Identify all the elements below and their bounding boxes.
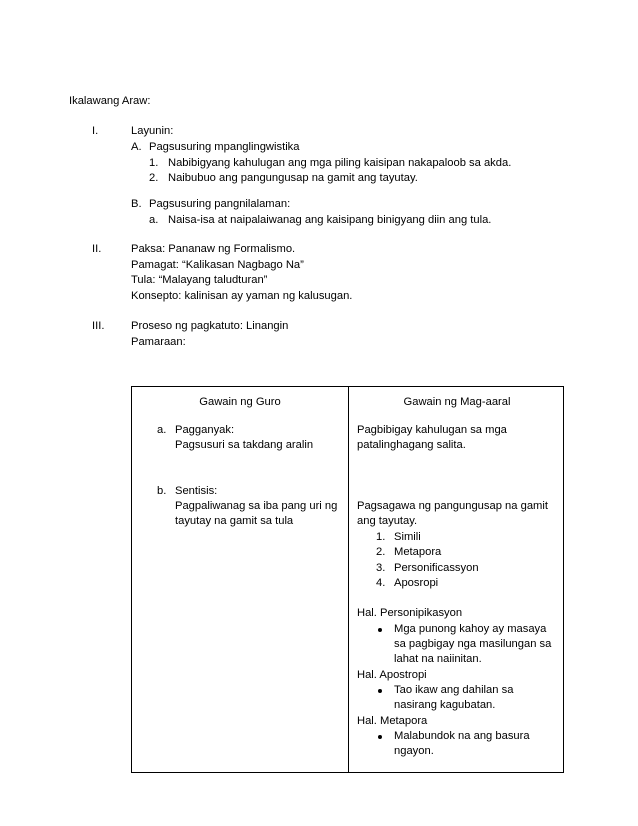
example-metaphor-line-1: Malabundok na ang basura	[394, 730, 530, 742]
teacher-item-b-line-3: tayutay na gamit sa tula	[175, 515, 294, 527]
section-3-numeral: III.	[92, 320, 105, 332]
example-metaphor-label: Hal. Metapora	[357, 715, 428, 727]
teacher-item-a-marker: a.	[157, 424, 167, 436]
student-column	[349, 387, 564, 773]
figure-list-marker-3: 3.	[376, 562, 386, 574]
example-apostrophe-line-2: nasirang kagubatan.	[394, 699, 496, 711]
objective-2-text: Naibubuo ang pangungusap na gamit ang tayutay.	[168, 172, 418, 184]
student-intro-line-1: Pagbibigay kahulugan sa mga	[357, 424, 507, 436]
example-apostrophe-label: Hal. Apostropi	[357, 669, 427, 681]
example-personification-line-3: lahat na naiinitan.	[394, 653, 482, 665]
subsection-a-title: Pagsusuring mpanglingwistika	[149, 141, 300, 153]
student-task-line-1: Pagsagawa ng pangungusap na gamit	[357, 500, 548, 512]
figure-list-marker-1: 1.	[376, 531, 386, 543]
student-column-header: Gawain ng Mag-aaral	[403, 396, 511, 408]
process-line: Proseso ng pagkatuto: Linangin	[131, 320, 289, 332]
figure-list-item-4: Aposropi	[394, 577, 439, 589]
objective-b-marker: a.	[149, 214, 159, 226]
subsection-b-letter: B.	[131, 198, 142, 210]
activity-table	[131, 386, 564, 773]
figure-list-marker-4: 4.	[376, 577, 386, 589]
objective-b-text: Naisa-isa at naipalaiwanag ang kaisipang binigyang diin ang tula.	[168, 214, 492, 226]
figure-list-item-2: Metapora	[394, 546, 442, 558]
section-2-numeral: II.	[92, 243, 102, 255]
section-1-title: Layunin:	[131, 125, 174, 137]
figure-list-item-1: Simili	[394, 531, 421, 543]
teacher-column-header: Gawain ng Guro	[199, 396, 281, 408]
teacher-column	[132, 387, 349, 773]
subsection-b-title: Pagsusuring pangnilalaman:	[149, 198, 291, 210]
figure-list-item-3: Personificassyon	[394, 562, 479, 574]
teacher-item-b-marker: b.	[157, 485, 167, 497]
poem-line: Tula: “Malayang taludturan”	[131, 274, 268, 286]
example-metaphor-line-2: ngayon.	[394, 745, 434, 757]
objective-1-marker: 1.	[149, 157, 159, 169]
subsection-a-letter: A.	[131, 141, 142, 153]
bullet-icon	[378, 628, 382, 632]
student-task-line-2: ang tayutay.	[357, 515, 418, 527]
figure-list-marker-2: 2.	[376, 546, 386, 558]
topic-line: Paksa: Pananaw ng Formalismo.	[131, 243, 296, 255]
example-personification-line-2: sa pagbigay nga masilungan sa	[394, 638, 552, 650]
method-line: Pamaraan:	[131, 336, 186, 348]
example-personification-line-1: Mga punong kahoy ay masaya	[394, 623, 547, 635]
objective-2-marker: 2.	[149, 172, 159, 184]
section-1-numeral: I.	[92, 125, 99, 137]
title-line: Pamagat: “Kalikasan Nagbago Na”	[131, 259, 304, 271]
example-personification-label: Hal. Personipikasyon	[357, 607, 463, 619]
example-apostrophe-line-1: Tao ikaw ang dahilan sa	[394, 684, 514, 696]
objective-1-text: Nabibigyang kahulugan ang mga piling kaisipan nakapaloob sa akda.	[168, 157, 512, 169]
page-heading: Ikalawang Araw:	[69, 95, 151, 107]
concept-line: Konsepto: kalinisan ay yaman ng kalusugan.	[131, 290, 353, 302]
bullet-icon	[378, 735, 382, 739]
teacher-item-a-line-1: Pagganyak:	[175, 424, 235, 436]
bullet-icon	[378, 689, 382, 693]
teacher-item-b-line-2: Pagpaliwanag sa iba pang uri ng	[175, 500, 338, 512]
teacher-item-b-line-1: Sentisis:	[175, 485, 218, 497]
teacher-item-a-line-2: Pagsusuri sa takdang aralin	[175, 439, 314, 451]
student-intro-line-2: patalinghagang salita.	[357, 439, 466, 451]
